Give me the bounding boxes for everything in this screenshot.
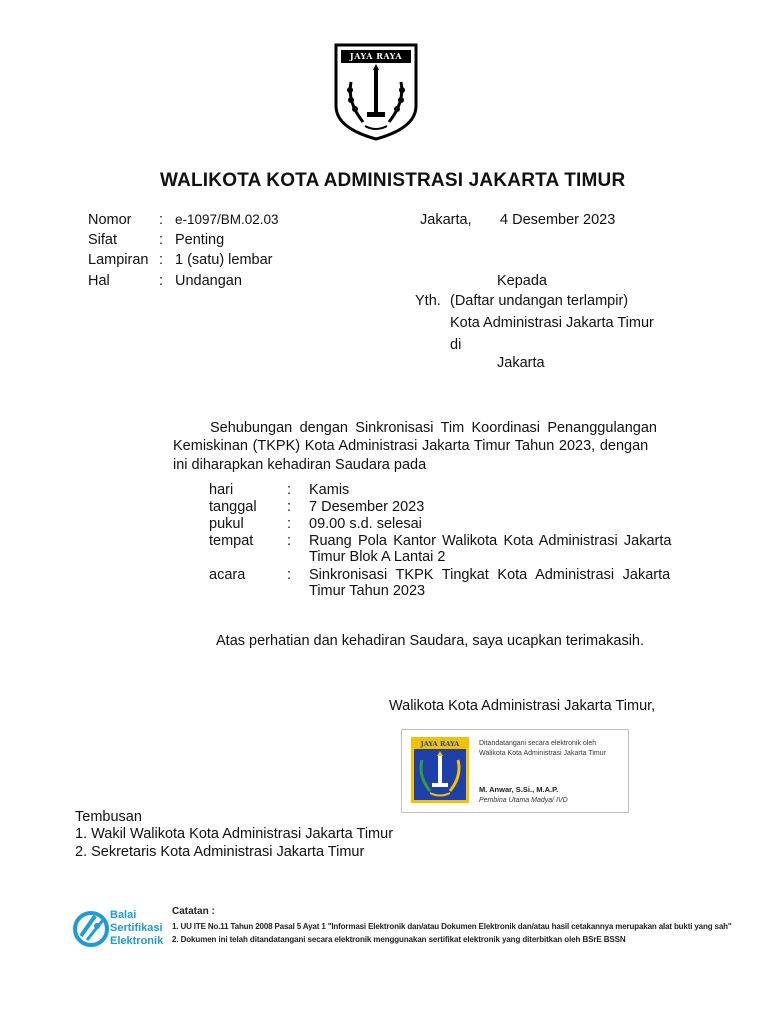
letter-title: WALIKOTA KOTA ADMINISTRASI JAKARTA TIMUR — [160, 170, 626, 191]
e-signature-box — [401, 729, 629, 813]
recipient-line1: (Daftar undangan terlampir) — [450, 293, 629, 309]
field-nomor-value: e-1097/BM.02.03 — [175, 212, 279, 227]
body-para-line2: Kemiskinan (TKPK) Kota Administrasi Jakarta Timur Tahun 2023, dengan — [173, 438, 649, 454]
bsre-name-line2: Sertifikasi — [110, 922, 163, 934]
detail-acara-value: Sinkronisasi TKPK Tingkat Kota Administrasi Jakarta — [309, 567, 671, 583]
signed-by-line2: Walikota Kota Administrasi Jakarta Timur — [479, 750, 606, 757]
recipient-di: di — [450, 337, 462, 353]
bsre-logo-icon — [73, 906, 109, 952]
detail-tanggal-sep: : — [287, 499, 292, 515]
detail-hari-label: hari — [209, 482, 234, 498]
tembusan-heading: Tembusan — [75, 809, 142, 825]
field-sifat-value: Penting — [175, 232, 225, 248]
field-hal-value: Undangan — [175, 273, 242, 289]
field-sifat-sep: : — [159, 232, 164, 248]
footer-note-2: 2. Dokumen ini telah ditandatangani secara elektronik menggunakan sertifikat elektronik yang diterbitkan oleh BSrE BSSN — [172, 935, 626, 944]
detail-hari-value: Kamis — [309, 482, 350, 498]
signature-emblem-motto: JAYA RAYA — [420, 740, 460, 748]
signature-position: Walikota Kota Administrasi Jakarta Timur, — [389, 698, 656, 714]
bsre-name-line1: Balai — [110, 909, 137, 921]
detail-tempat-sep: : — [287, 533, 292, 549]
field-nomor-sep: : — [159, 212, 164, 228]
field-lampiran-sep: : — [159, 252, 164, 268]
recipient-yth: Yth. — [415, 293, 441, 309]
detail-pukul-label: pukul — [209, 516, 244, 532]
detail-acara-value-cont: Timur Tahun 2023 — [309, 583, 426, 599]
detail-pukul-sep: : — [287, 516, 292, 532]
emblem-motto: JAYA RAYA — [349, 51, 403, 61]
field-lampiran-label: Lampiran — [88, 252, 149, 268]
detail-hari-sep: : — [287, 482, 292, 498]
body-para-line1: Sehubungan dengan Sinkronisasi Tim Koordinasi Penanggulangan — [210, 420, 657, 436]
field-sifat-label: Sifat — [88, 232, 118, 248]
detail-tanggal-value: 7 Desember 2023 — [309, 499, 425, 515]
field-lampiran-value: 1 (satu) lembar — [175, 252, 273, 268]
recipient-line2: Kota Administrasi Jakarta Timur — [450, 315, 654, 331]
signed-by-line1: Ditandatangani secara elektronik oleh — [479, 740, 597, 747]
tembusan-item-1: 1. Wakil Walikota Kota Administrasi Jakarta Timur — [75, 826, 394, 842]
body-para-line3: ini diharapkan kehadiran Saudara pada — [173, 457, 427, 473]
detail-tempat-value: Ruang Pola Kantor Walikota Kota Administrasi Jakarta — [309, 533, 672, 549]
detail-tempat-label: tempat — [209, 533, 254, 549]
field-hal-label: Hal — [88, 273, 110, 289]
detail-tanggal-label: tanggal — [209, 499, 257, 515]
letter-place: Jakarta, — [420, 212, 472, 228]
tembusan-item-2: 2. Sekretaris Kota Administrasi Jakarta Timur — [75, 844, 365, 860]
recipient-city: Jakarta — [497, 355, 545, 371]
field-hal-sep: : — [159, 273, 164, 289]
detail-pukul-value: 09.00 s.d. selesai — [309, 516, 422, 532]
detail-acara-sep: : — [287, 567, 292, 583]
detail-acara-label: acara — [209, 567, 246, 583]
detail-tempat-value-cont: Timur Blok A Lantai 2 — [309, 549, 446, 565]
field-nomor-label: Nomor — [88, 212, 132, 228]
letter-date: 4 Desember 2023 — [500, 212, 616, 228]
signer-rank: Pembina Utama Madya/ IVD — [479, 797, 568, 804]
closing-text: Atas perhatian dan kehadiran Saudara, saya ucapkan terimakasih. — [216, 633, 645, 649]
footer-note-1: 1. UU ITE No.11 Tahun 2008 Pasal 5 Ayat 1 "Informasi Elektronik dan/atau Dokumen Elektronik dan/atau hasil cetakannya merupakan alat bukti yang sah" — [172, 922, 732, 931]
signer-name: M. Anwar, S.Si., M.A.P. — [479, 785, 559, 794]
footer-catatan: Catatan : — [172, 906, 215, 917]
recipient-kepada: Kepada — [497, 273, 547, 289]
bsre-name-line3: Elektronik — [110, 935, 164, 947]
